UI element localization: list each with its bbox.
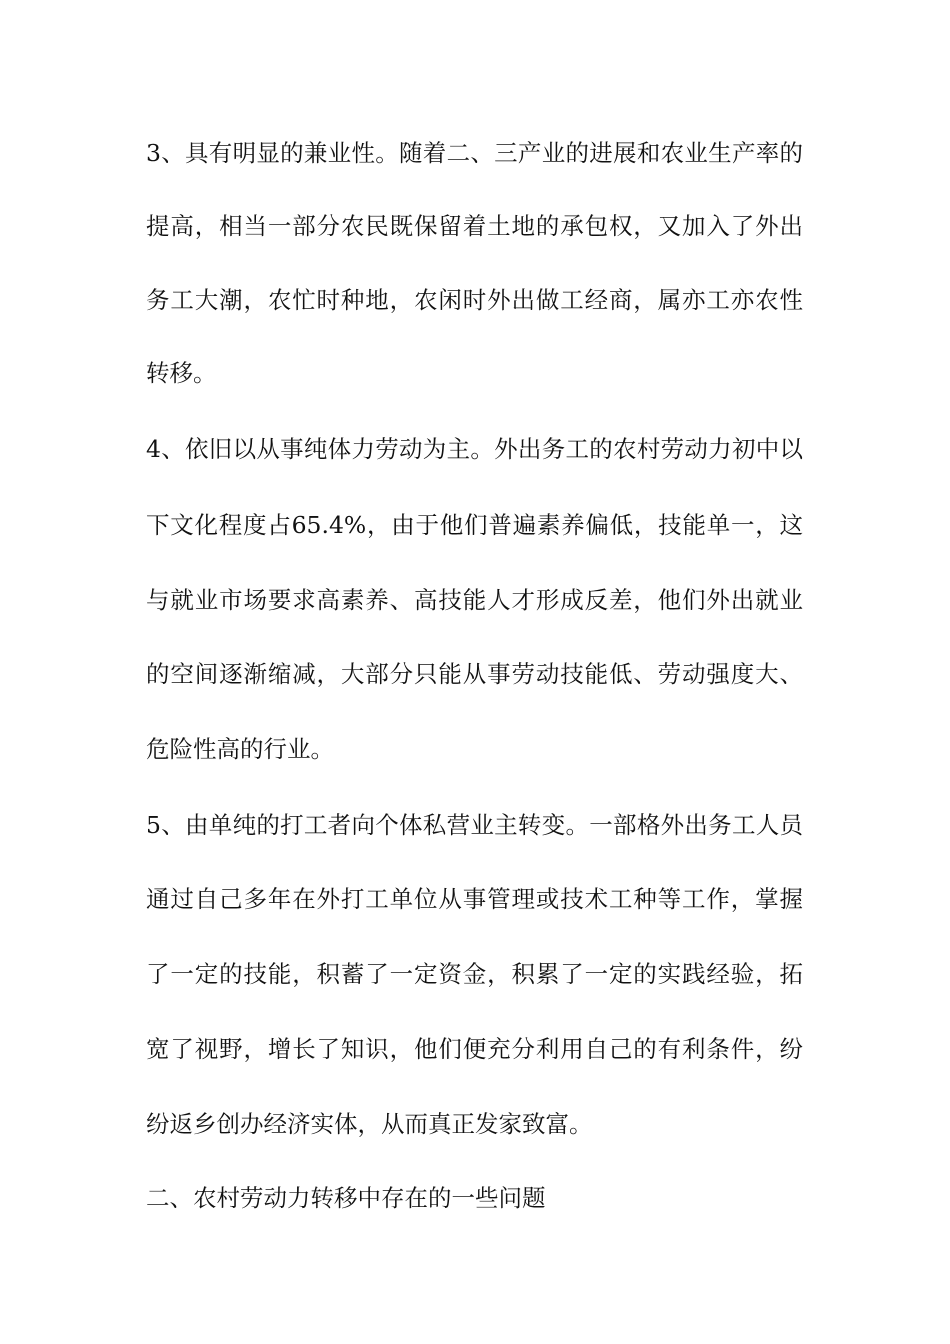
paragraph-4-line-1: 4、依旧以从事纯体力劳动为主。外出务工的农村劳动力初中以 xyxy=(146,435,803,463)
paragraph-3-line-4: 转移。 xyxy=(146,359,217,387)
section-heading: 二、农村劳动力转移中存在的一些问题 xyxy=(146,1184,546,1212)
paragraph-3-line-2: 提高，相当一部分农民既保留着土地的承包权，又加入了外出 xyxy=(146,212,803,240)
paragraph-5-line-4: 宽了视野，增长了知识，他们便充分利用自己的有利条件，纷 xyxy=(146,1035,803,1063)
paragraph-4-line-4: 的空间逐渐缩减，大部分只能从事劳动技能低、劳动强度大、 xyxy=(146,660,803,688)
paragraph-5-line-5: 纷返乡创办经济实体，从而真正发家致富。 xyxy=(146,1110,593,1138)
paragraph-4-line-5: 危险性高的行业。 xyxy=(146,735,334,763)
paragraph-5-line-1: 5、由单纯的打工者向个体私营业主转变。一部格外出务工人员 xyxy=(146,811,803,839)
paragraph-5-line-2: 通过自己多年在外打工单位从事管理或技术工种等工作，掌握 xyxy=(146,885,803,913)
paragraph-3-line-3: 务工大潮，农忙时种地，农闲时外出做工经商，属亦工亦农性 xyxy=(146,286,803,314)
paragraph-4-line-3: 与就业市场要求高素养、高技能人才形成反差，他们外出就业 xyxy=(146,586,803,614)
paragraph-4-line-2: 下文化程度占65.4%，由于他们普遍素养偏低，技能单一，这 xyxy=(146,511,803,539)
paragraph-3-line-1: 3、具有明显的兼业性。随着二、三产业的进展和农业生产率的 xyxy=(146,139,803,167)
paragraph-5-line-3: 了一定的技能，积蓄了一定资金，积累了一定的实践经验，拓 xyxy=(146,960,803,988)
